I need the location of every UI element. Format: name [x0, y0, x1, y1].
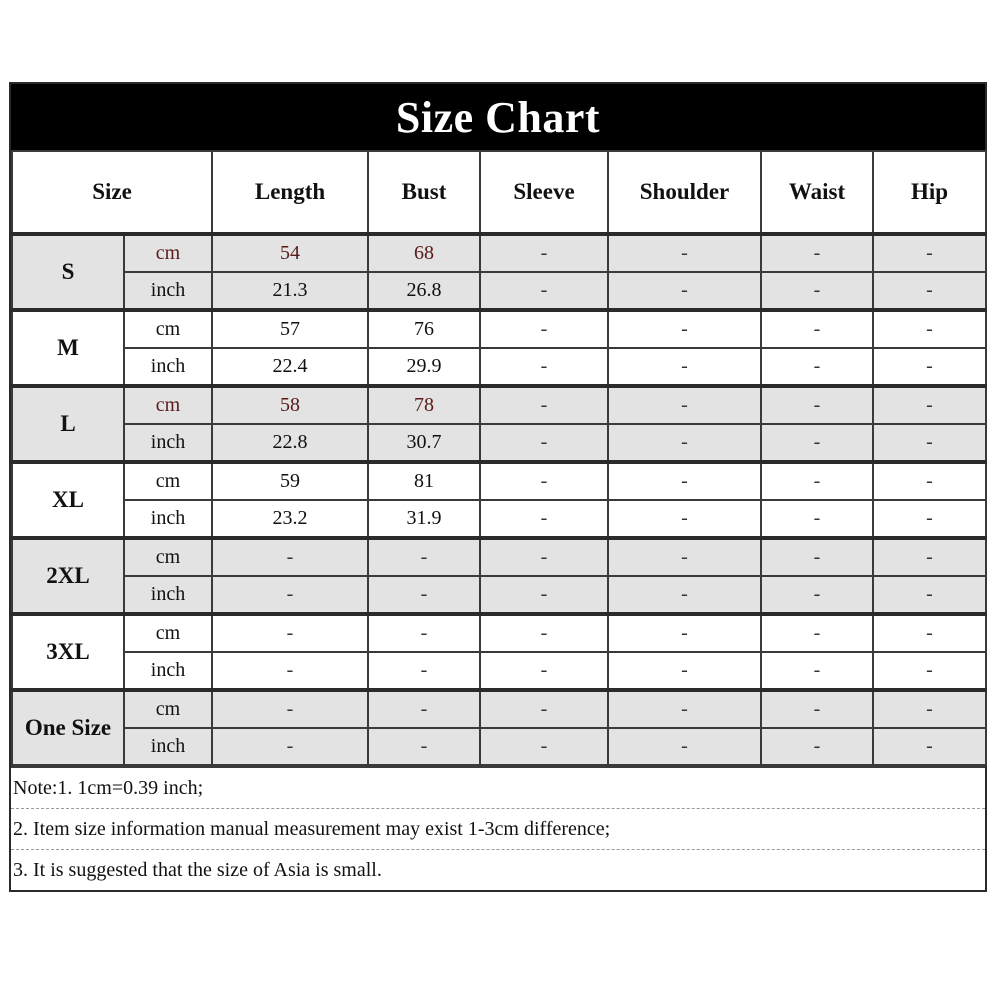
measurement-cell: - [480, 538, 608, 576]
unit-label: inch [124, 576, 212, 614]
table-row [12, 500, 986, 538]
measurement-cell: - [608, 500, 761, 538]
measurement-cell: - [368, 614, 480, 652]
header-bust: Bust [368, 151, 480, 234]
measurement-cell: - [212, 576, 368, 614]
measurement-cell: - [212, 538, 368, 576]
measurement-cell: - [368, 652, 480, 690]
measurement-cell: 22.4 [212, 348, 368, 386]
measurement-cell: - [873, 386, 986, 424]
measurement-cell: - [480, 310, 608, 348]
measurement-cell: - [761, 576, 873, 614]
note-1: Note:1. 1cm=0.39 inch; [11, 768, 985, 809]
measurement-cell: - [873, 272, 986, 310]
size-rows [12, 234, 986, 765]
unit-label: inch [124, 500, 212, 538]
measurement-cell: - [608, 310, 761, 348]
size-label: 3XL [12, 614, 124, 690]
note-3: 3. It is suggested that the size of Asia is small. [13, 858, 382, 881]
header-size: Size [12, 151, 212, 234]
notes [11, 766, 985, 890]
measurement-cell: 57 [212, 310, 368, 348]
measurement-cell: - [212, 652, 368, 690]
measurement-cell: - [761, 614, 873, 652]
size-label: S [12, 234, 124, 310]
measurement-cell: - [873, 652, 986, 690]
measurement-cell: 78 [368, 386, 480, 424]
measurement-cell: 54 [212, 234, 368, 272]
measurement-cell: - [761, 728, 873, 765]
measurement-cell: 29.9 [368, 348, 480, 386]
measurement-cell: - [873, 310, 986, 348]
unit-label: inch [124, 272, 212, 310]
measurement-cell: - [873, 576, 986, 614]
measurement-cell: - [873, 234, 986, 272]
size-table [11, 150, 987, 766]
measurement-cell: - [873, 538, 986, 576]
unit-label: inch [124, 728, 212, 765]
table-row [12, 462, 986, 500]
header-hip: Hip [873, 151, 986, 234]
measurement-cell: - [761, 538, 873, 576]
measurement-cell: - [212, 690, 368, 728]
measurement-cell: - [608, 690, 761, 728]
table-row [12, 690, 986, 728]
measurement-cell: - [873, 462, 986, 500]
measurement-cell: 21.3 [212, 272, 368, 310]
measurement-cell: 68 [368, 234, 480, 272]
measurement-cell: - [761, 500, 873, 538]
measurement-cell: - [608, 538, 761, 576]
measurement-cell: - [480, 272, 608, 310]
measurement-cell: - [212, 614, 368, 652]
measurement-cell: 30.7 [368, 424, 480, 462]
measurement-cell: - [761, 234, 873, 272]
measurement-cell: - [480, 386, 608, 424]
measurement-cell: - [608, 424, 761, 462]
measurement-cell: - [608, 348, 761, 386]
table-row [12, 272, 986, 310]
measurement-cell: 76 [368, 310, 480, 348]
measurement-cell: 59 [212, 462, 368, 500]
unit-label: cm [124, 538, 212, 576]
measurement-cell: - [480, 424, 608, 462]
measurement-cell: - [873, 348, 986, 386]
table-row [12, 614, 986, 652]
measurement-cell: - [873, 690, 986, 728]
measurement-cell: - [480, 690, 608, 728]
measurement-cell: - [480, 500, 608, 538]
size-chart [9, 82, 987, 892]
table-row [12, 576, 986, 614]
measurement-cell: - [873, 728, 986, 765]
measurement-cell: - [480, 614, 608, 652]
measurement-cell: - [761, 272, 873, 310]
unit-label: inch [124, 424, 212, 462]
measurement-cell: - [480, 652, 608, 690]
table-row [12, 234, 986, 272]
table-row [12, 652, 986, 690]
header-shoulder: Shoulder [608, 151, 761, 234]
size-label: XL [12, 462, 124, 538]
measurement-cell: - [480, 728, 608, 765]
measurement-cell: - [608, 652, 761, 690]
size-label: M [12, 310, 124, 386]
unit-label: cm [124, 234, 212, 272]
measurement-cell: - [480, 576, 608, 614]
table-row [12, 728, 986, 765]
table-row [12, 386, 986, 424]
measurement-cell: - [761, 462, 873, 500]
chart-title: Size Chart [11, 84, 985, 150]
measurement-cell: - [480, 348, 608, 386]
measurement-cell: - [608, 614, 761, 652]
header-length: Length [212, 151, 368, 234]
unit-label: cm [124, 462, 212, 500]
measurement-cell: - [608, 272, 761, 310]
header-sleeve: Sleeve [480, 151, 608, 234]
measurement-cell: - [368, 690, 480, 728]
measurement-cell: 58 [212, 386, 368, 424]
header-row [12, 151, 986, 234]
measurement-cell: - [480, 462, 608, 500]
measurement-cell: - [761, 424, 873, 462]
measurement-cell: - [480, 234, 608, 272]
measurement-cell: - [761, 652, 873, 690]
measurement-cell: 23.2 [212, 500, 368, 538]
unit-label: inch [124, 348, 212, 386]
measurement-cell: 81 [368, 462, 480, 500]
table-row [12, 348, 986, 386]
unit-label: cm [124, 690, 212, 728]
measurement-cell: - [368, 538, 480, 576]
note-2: 2. Item size information manual measurement may exist 1-3cm difference; [11, 809, 985, 850]
unit-label: cm [124, 614, 212, 652]
measurement-cell: - [873, 500, 986, 538]
size-label: L [12, 386, 124, 462]
header-waist: Waist [761, 151, 873, 234]
measurement-cell: - [761, 690, 873, 728]
measurement-cell: - [873, 614, 986, 652]
measurement-cell: - [608, 386, 761, 424]
table-row [12, 424, 986, 462]
unit-label: cm [124, 386, 212, 424]
measurement-cell: - [761, 310, 873, 348]
size-label: One Size [12, 690, 124, 765]
measurement-cell: - [608, 576, 761, 614]
measurement-cell: - [212, 728, 368, 765]
unit-label: inch [124, 652, 212, 690]
measurement-cell: - [608, 234, 761, 272]
size-label: 2XL [12, 538, 124, 614]
measurement-cell: - [368, 576, 480, 614]
table-row [12, 310, 986, 348]
table-row [12, 538, 986, 576]
measurement-cell: 22.8 [212, 424, 368, 462]
measurement-cell: - [873, 424, 986, 462]
measurement-cell: - [368, 728, 480, 765]
measurement-cell: - [761, 386, 873, 424]
measurement-cell: - [761, 348, 873, 386]
measurement-cell: - [608, 462, 761, 500]
unit-label: cm [124, 310, 212, 348]
measurement-cell: 31.9 [368, 500, 480, 538]
measurement-cell: - [608, 728, 761, 765]
measurement-cell: 26.8 [368, 272, 480, 310]
